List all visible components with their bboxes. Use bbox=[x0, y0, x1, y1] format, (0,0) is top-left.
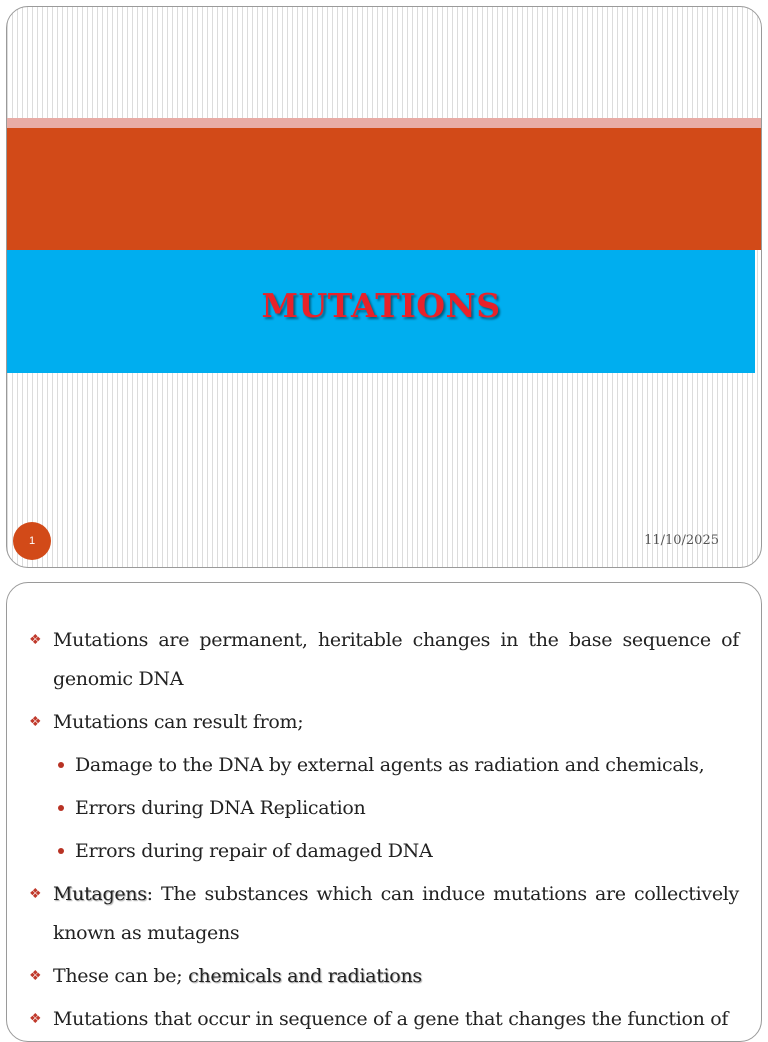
sub-bullet bbox=[29, 832, 739, 871]
bullet-text: These can be; bbox=[53, 965, 189, 987]
bullet-text: Mutations that occur in sequence of a gene that changes the function of bbox=[53, 1008, 729, 1030]
bullet-types bbox=[29, 957, 739, 996]
slide-content bbox=[29, 621, 739, 1042]
slide-date: 11/10/2025 bbox=[644, 533, 719, 548]
bullet-gene-function bbox=[29, 1000, 739, 1039]
content-slide bbox=[6, 582, 762, 1042]
dot-bullet-icon bbox=[58, 848, 64, 854]
bullet-definition bbox=[29, 621, 739, 699]
diamond-bullet-icon: ❖ bbox=[29, 968, 42, 984]
sub-bullet-text: Errors during DNA Replication bbox=[75, 797, 366, 819]
diamond-bullet-icon: ❖ bbox=[29, 714, 42, 730]
diamond-bullet-icon: ❖ bbox=[29, 886, 42, 902]
pink-strip bbox=[7, 118, 761, 128]
types-emphasis: chemicals and radiations bbox=[188, 965, 422, 987]
dot-bullet-icon bbox=[58, 762, 64, 768]
bullet-causes bbox=[29, 703, 739, 742]
diamond-bullet-icon: ❖ bbox=[29, 632, 42, 648]
dot-bullet-icon bbox=[58, 805, 64, 811]
bullet-text: Mutations can result from; bbox=[53, 711, 304, 733]
diamond-bullet-icon: ❖ bbox=[29, 1011, 42, 1027]
sub-bullet bbox=[29, 789, 739, 828]
title-slide bbox=[6, 6, 762, 568]
sub-bullet-text: Errors during repair of damaged DNA bbox=[75, 840, 433, 862]
sub-bullet bbox=[29, 746, 739, 785]
mutagens-term: Mutagens bbox=[53, 883, 147, 905]
bullet-mutagens bbox=[29, 875, 739, 953]
bullet-text: : The substances which can induce mutations are collectively known as mutagens bbox=[53, 883, 739, 944]
slide-number-badge: 1 bbox=[13, 522, 51, 560]
bullet-text: Mutations are permanent, heritable changes in the base sequence of genomic DNA bbox=[53, 629, 739, 690]
sub-bullet-text: Damage to the DNA by external agents as radiation and chemicals, bbox=[75, 754, 705, 776]
slide-title: MUTATIONS bbox=[261, 286, 501, 325]
orange-band bbox=[7, 128, 761, 250]
title-band bbox=[7, 250, 755, 373]
